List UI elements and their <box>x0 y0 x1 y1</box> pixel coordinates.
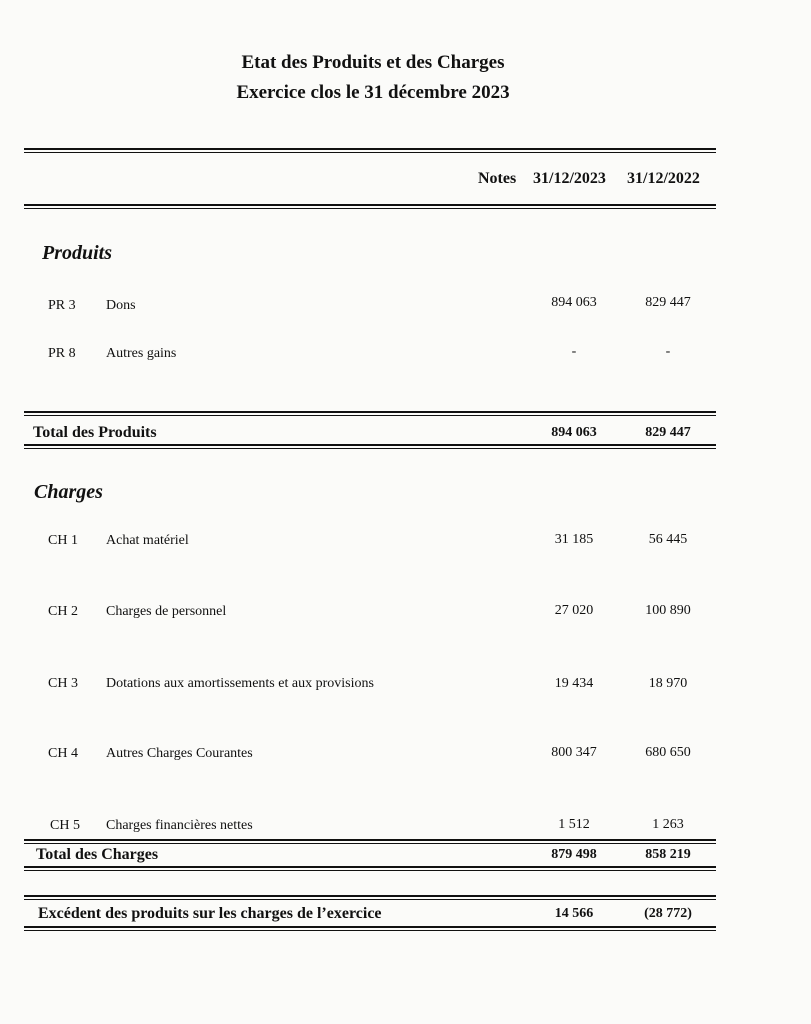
total-produits-top-rule <box>24 411 716 416</box>
row-code: PR 8 <box>48 346 76 361</box>
total-produits-bottom-rule <box>24 444 716 449</box>
row-value-2023: 894 063 <box>551 295 597 310</box>
row-value-2023: 19 434 <box>554 676 594 691</box>
header-bottom-rule <box>24 204 716 209</box>
result-2023: 14 566 <box>554 906 594 921</box>
total-produits-2022: 829 447 <box>645 425 691 440</box>
row-value-2023: 1 512 <box>558 817 590 832</box>
header-col-2023: 31/12/2023 <box>533 170 606 187</box>
total-produits-label: Total des Produits <box>33 424 157 441</box>
row-value-2022: 829 447 <box>645 295 691 310</box>
header-top-rule <box>24 148 716 153</box>
row-code: CH 3 <box>48 676 78 691</box>
row-label: Charges financières nettes <box>106 818 253 833</box>
result-label: Excédent des produits sur les charges de l’exercice <box>38 905 382 922</box>
row-value-2023: 800 347 <box>551 745 597 760</box>
page-title: Etat des Produits et des Charges <box>241 52 505 73</box>
row-label: Dotations aux amortissements et aux provisions <box>106 676 374 691</box>
row-label: Autres gains <box>106 346 177 361</box>
row-value-2023: 27 020 <box>554 603 594 618</box>
row-label: Dons <box>106 298 136 313</box>
header-col-2022: 31/12/2022 <box>627 170 700 187</box>
result-top-rule <box>24 895 716 900</box>
row-value-2022: 56 445 <box>648 532 688 547</box>
total-charges-label: Total des Charges <box>36 846 159 863</box>
row-label: Charges de personnel <box>106 604 227 619</box>
row-code: CH 1 <box>48 533 78 548</box>
total-charges-bottom-rule <box>24 866 716 871</box>
row-label: Achat matériel <box>106 533 189 548</box>
row-value-2022: 680 650 <box>645 745 691 760</box>
page-subtitle: Exercice clos le 31 décembre 2023 <box>236 82 510 103</box>
row-value-2022: - <box>665 344 671 359</box>
row-code: CH 2 <box>48 604 78 619</box>
row-value-2022: 100 890 <box>645 603 691 618</box>
header-notes: Notes <box>478 170 517 187</box>
total-charges-2022: 858 219 <box>645 847 691 862</box>
section-title-produits: Produits <box>42 242 113 264</box>
section-title-charges: Charges <box>34 481 103 503</box>
row-value-2022: 18 970 <box>648 676 688 691</box>
total-produits-2023: 894 063 <box>551 425 597 440</box>
row-value-2023: 31 185 <box>554 532 594 547</box>
row-code: PR 3 <box>48 298 76 313</box>
total-charges-top-rule <box>24 839 716 844</box>
row-value-2023: - <box>571 344 577 359</box>
row-code: CH 4 <box>48 746 78 761</box>
total-charges-2023: 879 498 <box>551 847 597 862</box>
row-label: Autres Charges Courantes <box>106 746 253 761</box>
result-2022: (28 772) <box>644 906 692 921</box>
result-bottom-rule <box>24 926 716 931</box>
row-value-2022: 1 263 <box>652 817 684 832</box>
row-code: CH 5 <box>50 818 80 833</box>
